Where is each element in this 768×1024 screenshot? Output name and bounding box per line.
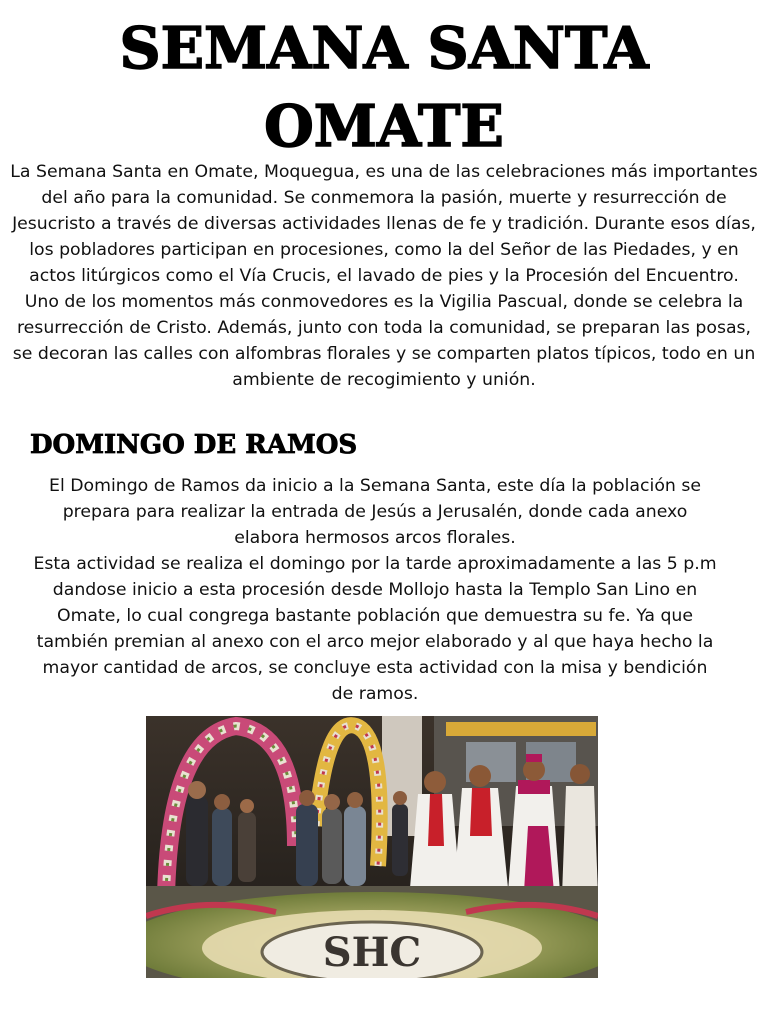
flower-carpet (146, 892, 598, 978)
carpet-monogram: SHC (322, 929, 422, 976)
procession-photo-illustration (146, 716, 598, 978)
section-paragraph-1: El Domingo de Ramos da inicio a la Semana Santa, este día la población se prepara para realizar la entrada de Jesús a Jerusalén, donde cada anexo elabora hermosos arcos florales. (49, 476, 701, 548)
section-heading: DOMINGO DE RAMOS (30, 430, 358, 460)
section-paragraph-2: Esta actividad se realiza el domingo por la tarde aproximadamente a las 5 p.m dandose inicio a esta procesión desde Mollojo hasta la Templo San Lino en Omate, lo cual congrega bastante población que demuestra su fe. Ya que también premian al anexo con el arco mejor elaborado y al que haya hecho la mayor cantidad de arcos, se concluye esta actividad con la misa y bendición de ramos. (33, 554, 717, 704)
building-yellow-band (446, 722, 596, 736)
page-title (0, 10, 768, 166)
page-title-line-2: OMATE (264, 93, 504, 160)
procession-photo (146, 716, 598, 978)
page-title-line-1: SEMANA SANTA (119, 15, 649, 82)
section-body (30, 473, 720, 707)
intro-paragraph: La Semana Santa en Omate, Moquegua, es una de las celebraciones más importantes del año para la comunidad. Se conmemora la pasión, muerte y resurrección de Jesucristo a través de diversas actividades llenas de fe y tradición. Durante esos días, los pobladores participan en procesiones, como la del Señor de las Piedades, y en actos litúrgicos como el Vía Crucis, el lavado de pies y la Procesión del Encuentro. Uno de los momentos más conmovedores es la Vigilia Pascual, donde se celebra la resurrección de Cristo. Además, junto con toda la comunidad, se preparan las posas, se decoran las calles con alfombras florales y se comparten platos típicos, todo en un ambiente de recogimiento y unión. (10, 162, 758, 390)
